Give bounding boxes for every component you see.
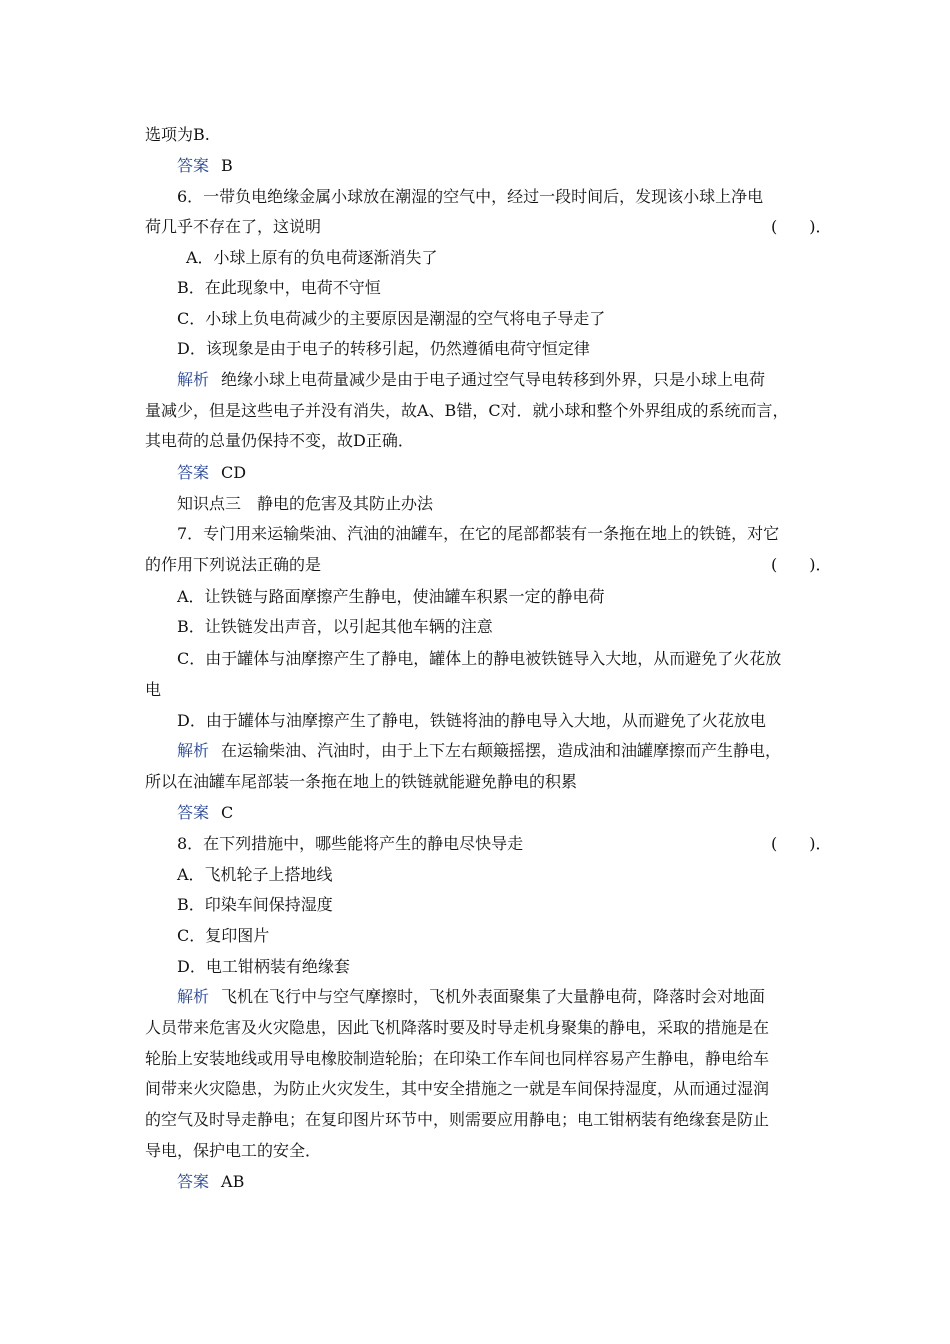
question-text: 6．一带负电绝缘金属小球放在潮湿的空气中，经过一段时间后，发现该小球上净电	[177, 187, 764, 206]
answer-value: AB	[221, 1172, 245, 1191]
question-text: 的作用下列说法正确的是	[145, 555, 322, 574]
answer-blank: ( )．	[771, 217, 832, 236]
option-c-cont	[0, 679, 950, 701]
question-text: 8．在下列措施中，哪些能将产生的静电尽快导走	[177, 834, 524, 853]
text-line	[0, 124, 950, 146]
analysis-label: 解析	[177, 370, 210, 389]
option-text: B．让铁链发出声音，以引起其他车辆的注意	[177, 617, 493, 636]
answer-line	[0, 462, 950, 484]
option-text: A．飞机轮子上搭地线	[177, 865, 333, 884]
question-8-stem	[0, 833, 950, 855]
section-title: 知识点三 静电的危害及其防止办法	[177, 494, 434, 513]
option-text: A．让铁链与路面摩擦产生静电，使油罐车积累一定的静电荷	[177, 587, 605, 606]
analysis-text: 在运输柴油、汽油时，由于上下左右颠簸摇摆，造成油和油罐摩擦而产生静电，	[221, 741, 782, 760]
analysis-text: 飞机在飞行中与空气摩擦时，飞机外表面聚集了大量静电荷，降落时会对地面	[221, 987, 766, 1006]
answer-label: 答案	[177, 803, 210, 822]
option-text: D．该现象是由于电子的转移引起，仍然遵循电荷守恒定律	[177, 339, 590, 358]
question-7-stem	[0, 523, 950, 545]
option-c	[0, 648, 950, 670]
option-a	[0, 864, 950, 886]
analysis-line	[0, 400, 950, 422]
analysis-line	[0, 740, 950, 762]
analysis-line	[0, 1109, 950, 1131]
analysis-text: 绝缘小球上电荷量减少是由于电子通过空气导电转移到外界，只是小球上电荷	[221, 370, 766, 389]
option-text: B．印染车间保持湿度	[177, 895, 333, 914]
option-text: A．小球上原有的负电荷逐渐消失了	[186, 248, 438, 267]
answer-blank: ( )．	[771, 555, 832, 574]
answer-line	[0, 802, 950, 824]
analysis-line	[0, 1078, 950, 1100]
answer-line	[0, 1171, 950, 1193]
analysis-label: 解析	[177, 987, 210, 1006]
analysis-line	[0, 369, 950, 391]
answer-value: CD	[221, 463, 247, 482]
answer-blank: ( )．	[771, 834, 832, 853]
analysis-text: 轮胎上安装地线或用导电橡胶制造轮胎；在印染工作车间也同样容易产生静电，静电给车	[145, 1049, 770, 1068]
answer-line	[0, 155, 950, 177]
analysis-text: 的空气及时导走静电；在复印图片环节中，则需要应用静电；电工钳柄装有绝缘套是防止	[145, 1110, 770, 1129]
answer-value: C	[221, 803, 234, 822]
answer-label: 答案	[177, 1172, 210, 1191]
analysis-line	[0, 1140, 950, 1162]
section-heading	[0, 493, 950, 515]
option-a	[0, 247, 950, 269]
option-text: D．由于罐体与油摩擦产生了静电，铁链将油的静电导入大地，从而避免了火花放电	[177, 711, 766, 730]
analysis-line	[0, 1017, 950, 1039]
analysis-label: 解析	[177, 741, 210, 760]
option-text: B．在此现象中，电荷不守恒	[177, 278, 381, 297]
option-c	[0, 925, 950, 947]
option-text: C．复印图片	[177, 926, 270, 945]
option-text: 电	[145, 680, 162, 699]
question-text: 荷几乎不存在了，这说明	[145, 217, 322, 236]
paragraph-text: 选项为B.	[145, 125, 210, 144]
question-6-stem	[0, 186, 950, 208]
option-b	[0, 894, 950, 916]
option-d	[0, 956, 950, 978]
analysis-text: 导电，保护电工的安全．	[145, 1141, 322, 1160]
question-text: 7．专门用来运输柴油、汽油的油罐车，在它的尾部都装有一条拖在地上的铁链，对它	[177, 524, 780, 543]
analysis-text: 人员带来危害及火灾隐患，因此飞机降落时要及时导走机身聚集的静电，采取的措施是在	[145, 1018, 770, 1037]
answer-label: 答案	[177, 156, 210, 175]
option-text: C．由于罐体与油摩擦产生了静电，罐体上的静电被铁链导入大地，从而避免了火花放	[177, 649, 782, 668]
option-text: D．电工钳柄装有绝缘套	[177, 957, 350, 976]
option-b	[0, 616, 950, 638]
analysis-text: 所以在油罐车尾部装一条拖在地上的铁链就能避免静电的积累	[145, 772, 578, 791]
analysis-text: 其电荷的总量仍保持不变，故D正确．	[145, 431, 414, 450]
option-d	[0, 338, 950, 360]
option-c	[0, 308, 950, 330]
option-b	[0, 277, 950, 299]
option-text: C．小球上负电荷减少的主要原因是潮湿的空气将电子导走了	[177, 309, 606, 328]
answer-label: 答案	[177, 463, 210, 482]
question-7-stem-cont	[0, 554, 950, 576]
answer-value: B	[221, 156, 233, 175]
analysis-text: 量减少，但是这些电子并没有消失，故A、B错，C对．就小球和整个外界组成的系统而言，	[145, 401, 789, 420]
option-d	[0, 710, 950, 732]
analysis-line	[0, 771, 950, 793]
analysis-text: 间带来火灾隐患，为防止火灾发生，其中安全措施之一就是车间保持湿度，从而通过湿润	[145, 1079, 770, 1098]
analysis-line	[0, 1048, 950, 1070]
question-6-stem-cont	[0, 216, 950, 238]
option-a	[0, 586, 950, 608]
analysis-line	[0, 986, 950, 1008]
analysis-line	[0, 430, 950, 452]
